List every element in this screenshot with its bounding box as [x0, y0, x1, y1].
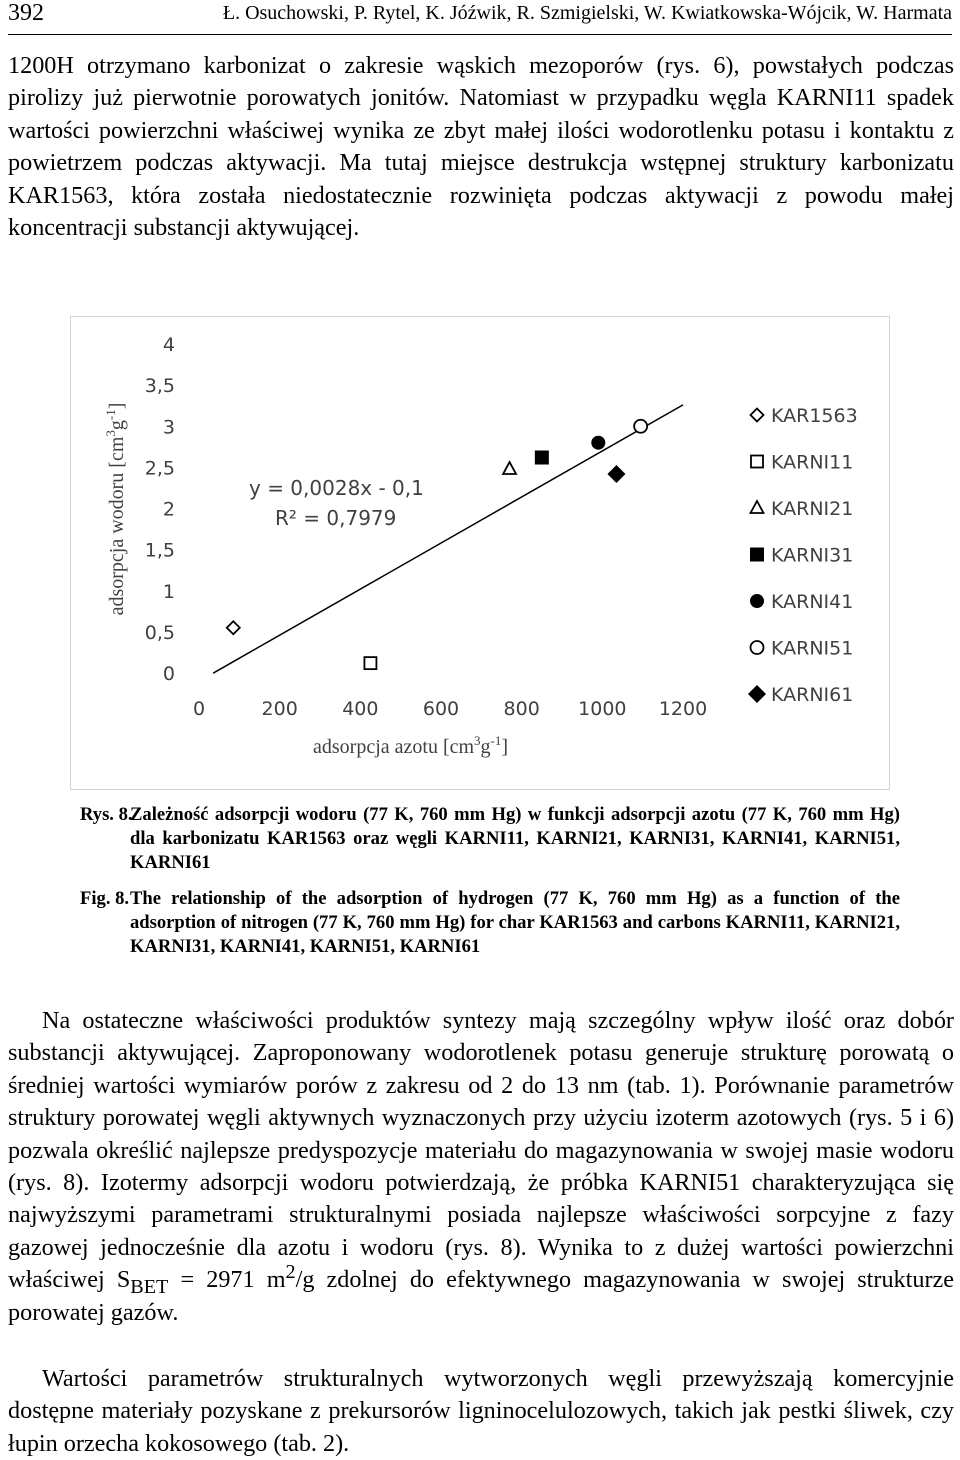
x-tick-label: 0	[192, 698, 206, 720]
paragraph-2	[8, 1005, 954, 1329]
y-tick-label: 4	[162, 334, 175, 356]
legend-marker-karni61	[748, 685, 766, 703]
caption-pl-label: Rys. 8.	[80, 804, 133, 825]
legend-marker-kar1563	[751, 409, 764, 422]
y-axis-label: adsorpcja wodoru $[cm^3g^{-1}]$	[103, 402, 128, 616]
y-tick-label: 2	[162, 498, 175, 521]
paragraph-1: 1200H otrzymano karbonizat o zakresie wąskich mezoporów (rys. 6), powstałych podczas pirolizy już pierwotnie porowatych jonitów. Natomiast w przypadku węgla KARNI11 spadek wartości powierzchni właściwej wynika ze zbyt małej ilości wodorotlenku potasu i kontaktu z powietrzem podczas aktywacji. Ma tutaj miejsce destrukcja wstępnej struktury karbonizatu KAR1563, która została niedostatecznie rozwinięta podczas aktywacji z powodu małej koncentracji substancji aktywującej.	[8, 52, 954, 242]
paragraph-2-subscript: BET	[130, 1276, 169, 1299]
legend-label-karni31: KARNI31	[771, 544, 854, 567]
x-tick-label: 600	[422, 698, 460, 720]
trendline	[213, 405, 683, 673]
scatter-chart-svg	[71, 317, 888, 788]
legend-label-karni51: KARNI51	[771, 637, 854, 660]
paragraph-2-part-2: = 2971 m	[168, 1266, 286, 1294]
page-header	[0, 0, 960, 36]
caption-pl-text: Zależność adsorpcji wodoru (77 K, 760 mm Hg) w funkcji adsorpcji azotu (77 K, 760 mm Hg) dla karbonizatu KAR1563 oraz węgli KARNI11, KARNI21, KARNI31, KARNI41, KARNI51, KARNI61	[130, 804, 900, 873]
paragraph-2-part-1: Na ostateczne właściwości produktów syntezy mają szczególny wpływ ilość oraz dobór substancji aktywującej. Zaproponowany wodorotlenek potasu generuje strukturę porowatą o średniej wartości wymiarów porów z zakresu od 2 do 13 nm (tab. 1). Porównanie parametrów struktury porowatej węgli aktywnych wyznaczonych przy użyciu izoterm azotowych (rys. 5 i 6) pozwala określić najlepsze predyspozycje materiału do magazynowania w swojej masie wodoru (rys. 8). Izotermy adsorpcji wodoru potwierdzają, że próbka KARNI51 charakteryzująca się najwyższymi parametrami strukturalnymi posiada najlepsze właściwości sorpcyjne z fazy gazowej jednocześnie dla azotu i wodoru (rys. 8). Wynika to z dużej wartości powierzchni właściwej S	[8, 1007, 954, 1294]
caption-en-text: The relationship of the adsorption of hydrogen (77 K, 760 mm Hg) as a function of the adsorption of nitrogen (77 K, 760 mm Hg) for char KAR1563 and carbons KARNI11, KARNI21, KARNI31, KARNI41, KARNI51, KARNI61	[130, 888, 900, 957]
header-rule	[8, 34, 952, 35]
y-tick-label: 0	[162, 663, 175, 685]
y-tick-label: 3,5	[144, 375, 175, 398]
x-axis-label: adsorpcja azotu $[cm^3g^{-1}]$	[313, 733, 509, 758]
legend-marker-karni41	[750, 594, 764, 608]
figure-8-chart	[70, 316, 890, 790]
legend-label-kar1563: KAR1563	[771, 405, 858, 427]
legend-marker-karni31	[750, 548, 764, 562]
x-tick-label: 1000	[578, 698, 627, 720]
legend-marker-karni11	[751, 456, 763, 468]
legend-label-karni41: KARNI41	[771, 591, 854, 613]
x-tick-label: 200	[261, 698, 298, 720]
x-tick-label: 1200	[658, 698, 708, 720]
paragraph-3: Wartości parametrów strukturalnych wytworzonych węgli przewyższają komercyjnie dostępne materiały pozyskane z prekursorów ligninocelulozowych, takich jak pestki śliwek, czy łupin orzecha kokosowego (tab. 2).	[8, 1365, 954, 1457]
paragraph-2-superscript: 2	[285, 1261, 296, 1284]
y-tick-label: 0,5	[144, 621, 175, 644]
data-point-karni51	[634, 420, 647, 433]
y-tick-label: 3	[162, 416, 175, 439]
legend-label-karni61: KARNI61	[771, 684, 854, 706]
data-point-karni21	[503, 462, 516, 474]
trendline-equation: y = 0,0028x - 0,1	[249, 476, 424, 500]
y-tick-label: 1	[162, 580, 175, 603]
caption-en-label: Fig. 8.	[80, 888, 130, 909]
legend-marker-karni51	[751, 641, 764, 654]
page-number: 392	[8, 0, 44, 26]
data-point-kar1563	[227, 621, 240, 634]
data-point-karni61	[607, 465, 625, 483]
paragraph-2-part-3: /g zdolnej do efektywnego magazynowania w swojej strukturze porowatej gazów.	[8, 1266, 954, 1326]
y-tick-label: 2,5	[144, 457, 175, 480]
data-point-karni41	[591, 436, 605, 450]
x-tick-label: 400	[342, 698, 379, 720]
trendline-r-squared: R² = 0,7979	[275, 506, 397, 530]
data-point-karni11	[364, 657, 376, 669]
figure-caption-en	[80, 887, 900, 959]
data-point-karni31	[535, 451, 549, 465]
y-tick-label: 1,5	[144, 539, 175, 562]
legend-label-karni11: KARNI11	[771, 451, 854, 474]
x-tick-label: 800	[503, 698, 540, 720]
running-header-authors: Ł. Osuchowski, P. Rytel, K. Jóźwik, R. Szmigielski, W. Kwiatkowska-Wójcik, W. Harmata	[222, 2, 952, 24]
legend-label-karni21: KARNI21	[771, 498, 854, 520]
figure-caption-pl	[80, 803, 900, 875]
legend-marker-karni21	[751, 501, 764, 513]
